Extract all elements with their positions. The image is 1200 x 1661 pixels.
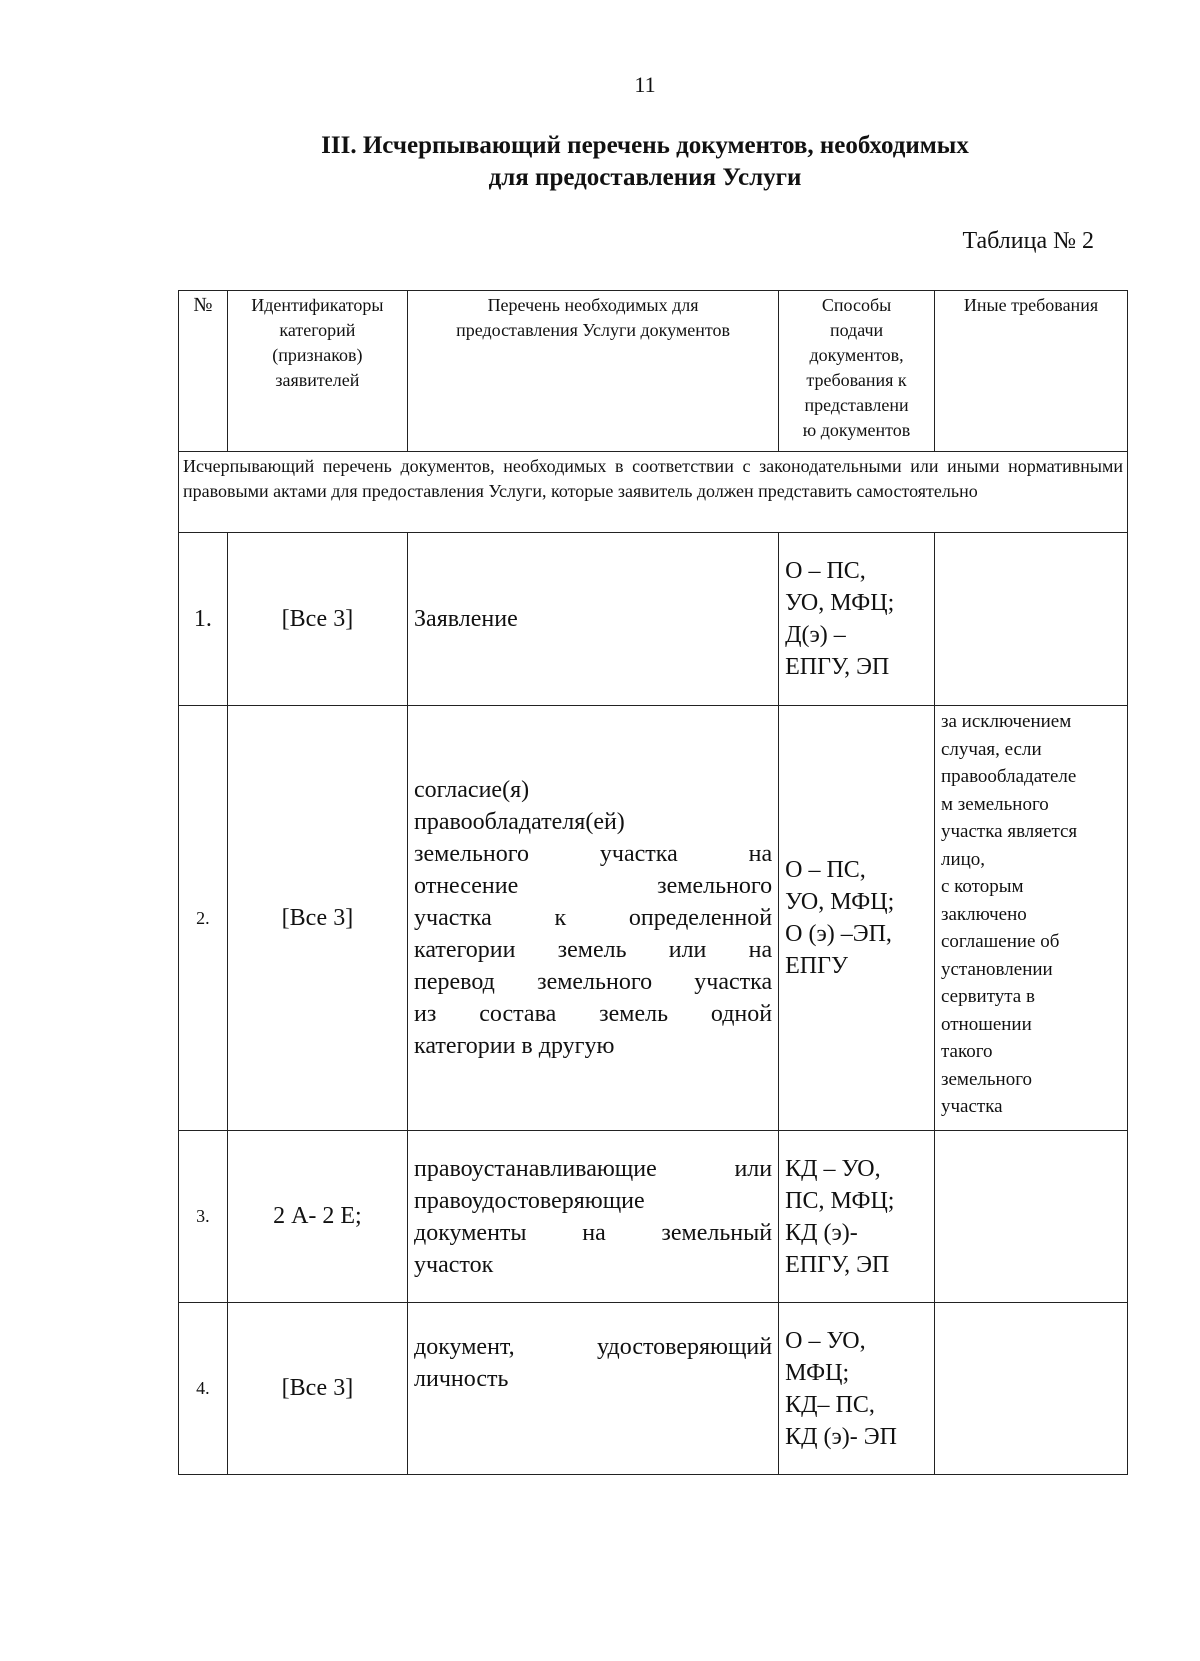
section-row [179,452,1128,533]
row-other-line: соглашение об [940,931,1060,952]
header-num: № [179,291,228,452]
row-other-line: с которым [940,876,1024,897]
row-document [408,1131,779,1303]
row-methods-line: КД – УО, [785,1155,881,1182]
row-category: [Все 3] [227,706,407,1131]
row-methods [779,1303,935,1475]
row-methods-line: О – УО, [785,1327,866,1354]
page-number: 11 [634,72,656,97]
row-other-line: земельного [940,1068,1033,1090]
section-description: Исчерпывающий перечень документов, необходимых в соответствии с законодательными или иными нормативными правовыми актами для предоставления Услуги, которые заявитель должен представить самостоятельно [179,452,1128,533]
row-number: 1. [179,533,228,706]
header-documents [408,291,779,452]
row-document-line: отнесение земельного [414,873,773,899]
row-methods-line: ЕПГУ [785,953,848,979]
row-methods-line: КД (э)- ЭП [785,1423,897,1450]
header-categories [227,291,407,452]
row-document-line: перевод земельного участка [414,969,773,995]
row-other [934,1131,1127,1303]
row-document-line: участка к определенной [414,905,773,931]
row-other-line: заключено [940,903,1027,925]
row-methods-line: УО, МФЦ; [785,590,895,616]
table-caption: Таблица № 2 [962,228,1094,254]
row-methods-line: МФЦ; [785,1359,850,1386]
table-row [179,533,1128,706]
row-document-line: документы на земельный [414,1219,773,1246]
row-number: 2. [179,706,228,1131]
row-other-line: такого [940,1041,993,1062]
row-document-line: категории в другую [414,1033,615,1059]
row-document-line: земельного участка на [414,841,773,867]
row-other-line: сервитута в [940,986,1035,1007]
header-methods-line: требования к [806,370,907,390]
row-other-line: участка является [940,821,1078,842]
table-row [179,1303,1128,1475]
row-document-line: правоудостоверяющие [414,1187,645,1214]
row-methods [779,706,935,1131]
header-methods-line: подачи [829,320,884,340]
row-methods-line: ПС, МФЦ; [785,1187,895,1214]
row-methods-line: О – ПС, [785,558,866,584]
row-document-line: личность [414,1366,509,1392]
row-methods-line: Д(э) – [785,622,846,648]
row-methods [779,1131,935,1303]
row-methods-line: О – ПС, [785,857,866,883]
row-number: 4. [179,1303,228,1475]
header-methods [779,291,935,452]
row-methods-line: УО, МФЦ; [785,889,895,915]
row-document-line: согласие(я) [414,777,530,803]
header-methods-line: представлени [804,395,909,415]
row-document-line: документ, удостоверяющий [414,1334,773,1360]
documents-table [178,290,1128,1475]
header-documents-line: Перечень необходимых для [487,295,699,315]
row-other-line: участка [940,1096,1003,1117]
row-other [934,533,1127,706]
row-document-line: правоустанавливающие или [414,1155,773,1182]
row-document-line: правообладателя(ей) [414,809,625,835]
header-documents-line: предоставления Услуги документов [456,320,731,340]
table-row [179,706,1128,1131]
header-methods-line: ю документов [802,420,911,440]
row-methods-line: КД– ПС, [785,1391,875,1418]
row-document-line: Заявление [414,606,518,632]
row-document-line: категории земель или на [414,937,773,963]
header-categories-line: категорий [279,320,356,340]
row-other-line: за исключением [940,711,1072,732]
row-methods-line: ЕПГУ, ЭП [785,1251,890,1278]
header-other: Иные требования [934,291,1127,452]
header-methods-line: Способы [821,295,892,315]
row-methods [779,533,935,706]
header-categories-line: Идентификаторы [251,295,384,315]
table-row [179,1131,1128,1303]
row-document [408,533,779,706]
row-methods-line: О (э) –ЭП, [785,921,892,947]
row-document [408,706,779,1131]
row-document-line: участок [414,1251,494,1278]
row-other [934,1303,1127,1475]
header-categories-line: (признаков) [272,345,363,365]
section-title-line-1: III. Исчерпывающий перечень документов, необходимых [321,132,969,159]
section-title [0,130,1200,194]
row-other-line: отношении [940,1013,1032,1035]
row-other-line: случая, если [940,738,1042,760]
row-document-line: из состава земель одной [414,1001,773,1027]
row-number: 3. [179,1131,228,1303]
row-other-line: правообладателе [940,766,1077,787]
row-category: 2 А- 2 Е; [227,1131,407,1303]
row-methods-line: КД (э)- [785,1219,858,1246]
row-document [408,1303,779,1475]
row-other-line: установлении [940,958,1053,980]
row-category: [Все 3] [227,533,407,706]
row-other [934,706,1127,1131]
row-other-line: м земельного [940,793,1049,815]
row-category: [Все 3] [227,1303,407,1475]
header-categories-line: заявителей [275,370,360,390]
table-header-row [179,291,1128,452]
row-other-line: лицо, [940,848,986,870]
section-title-line-2: для предоставления Услуги [488,164,802,191]
header-methods-line: документов, [809,345,904,365]
row-methods-line: ЕПГУ, ЭП [785,654,890,680]
